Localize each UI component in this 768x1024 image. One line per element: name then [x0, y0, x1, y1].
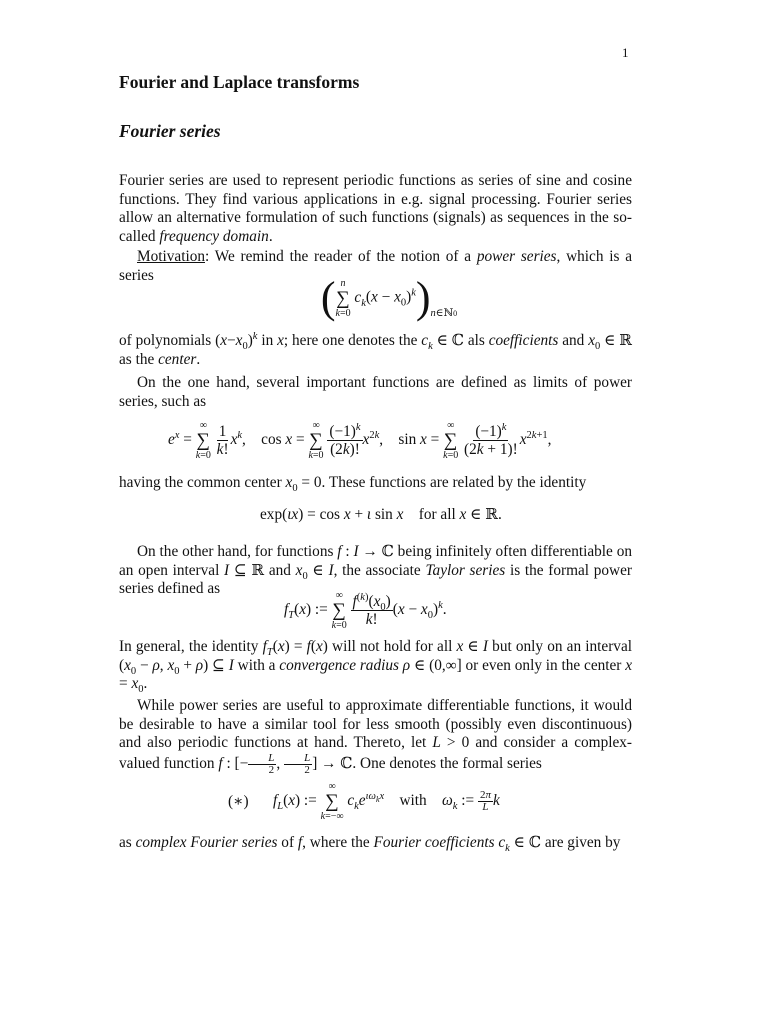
equation-euler-identity: exp(ιx) = cos x + ι sin x for all x ∈ ℝ.: [260, 506, 502, 523]
equation-exp-cos-sin: $e^x$ = ∞ ∑ k=0 $\frac{1}{k!}$ $x^k$, cos x = ∞ ∑ k=0 $\frac{(-1)^k}{(2k)!}$ $x^{2k}$, sin x = ∞ ∑ k=0 $\frac{(-1)^k}{(2k + 1)!}$ $x^{2k+1}$,: [168, 420, 552, 461]
equation-power-series: ( n ∑ k=0 $c_k(x - x_0)^k)_{n\in ℕ0}$: [320, 273, 458, 322]
section-title: Fourier series: [119, 121, 221, 141]
paragraph-limits: On the one hand, several important functions are defined as limits of power series, such as: [119, 374, 632, 410]
equation-fourier-body: $f_L(x)$ := ∞ ∑ k=−∞ $c_ke^{\iota\omega_kx}$ with $\omega_k$ := $\frac{2\pi}{L}$ k: [273, 781, 500, 822]
paragraph-intro: Fourier series are used to represent periodic functions as series of sine and cosine functions. They find various applications in e.g. signal processing. Fourier series allow an alternative formulation of such functions (signals) as sequences in the so-called frequency domain.: [119, 172, 632, 245]
equation-tag: (∗): [228, 793, 249, 810]
page-number: 1: [622, 45, 629, 60]
equation-taylor-series: $f_T(x)$ := ∞ ∑ k=0 $\frac{f^{(k)}(x_0)}{k!}$ $(x - x_0)^k$.: [284, 590, 447, 631]
paragraph-polynomials: of polynomials $(x-x_0)^k$ in x; here one denotes the $c_k$ ∈ ℂ als coefficients and $x_0$ ∈ ℝ as the center.: [119, 330, 632, 368]
paragraph-convergence: In general, the identity $f_T(x) = f(x)$ will not hold for all x ∈ I but only on an interval ($x_0 - \rho$, $x_0 + \rho$) ⊆ I with a convergence radius ρ ∈ (0,∞] or even only in the center $x = x_0$.: [119, 638, 633, 696]
paragraph-periodic: While power series are useful to approximate differentiable functions, it would be desirable to have a similar tool for less smooth (possibly even discontinuous) and also periodic functions at hand. Thereto, let L > 0 and consider a complex-valued function f : [− $\frac{L}{2}$ , $\frac{L}{2}$ ] → ℂ. One denotes the formal series: [119, 697, 632, 776]
paragraph-taylor: On the other hand, for functions f : I → ℂ being infinitely often differentiable on an open interval I ⊆ ℝ and $x_0$ ∈ I, the associate Taylor series is the formal power series defined as: [119, 543, 632, 597]
paragraph-motivation: Motivation: We remind the reader of the notion of a power series, which is a series: [119, 248, 632, 284]
chapter-title: Fourier and Laplace transforms: [119, 72, 360, 92]
paragraph-common-center: having the common center $x_0 = 0$. These functions are related by the identity: [119, 474, 587, 495]
paragraph-coefficients: as complex Fourier series of f, where the Fourier coefficients $c_k$ ∈ ℂ are given by: [119, 834, 621, 855]
